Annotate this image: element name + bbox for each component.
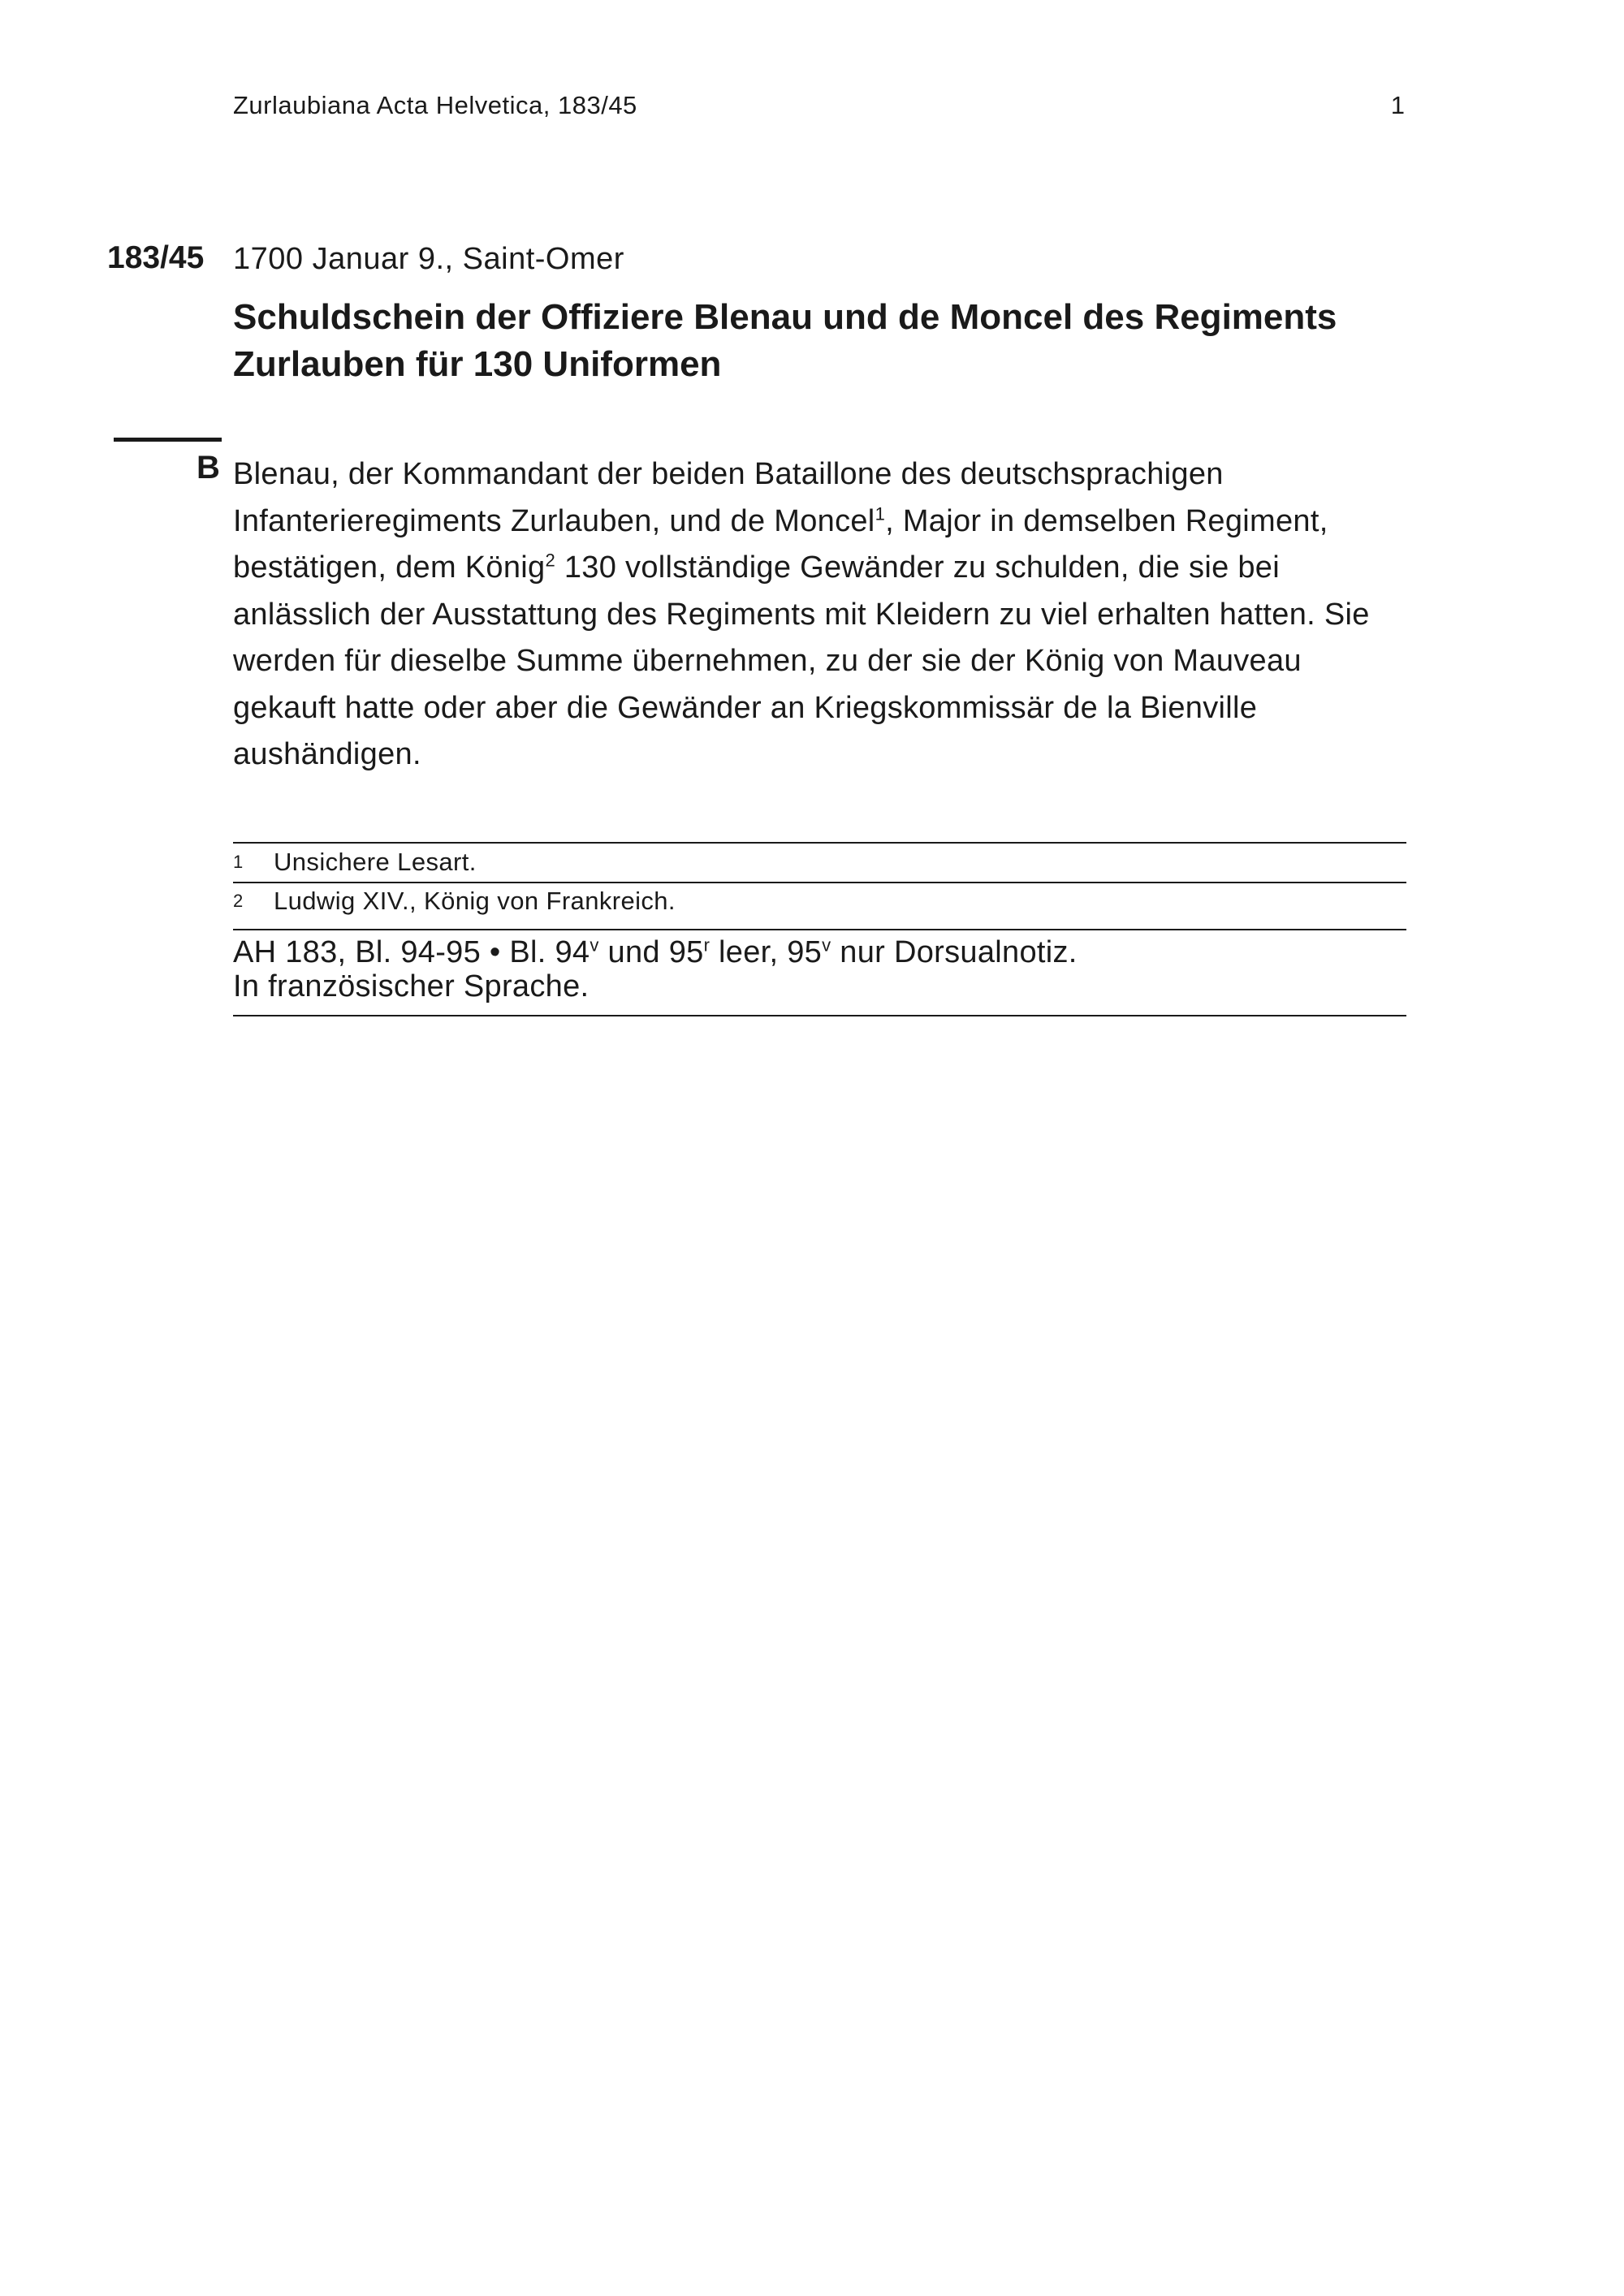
footnote-1 xyxy=(233,846,1406,878)
document-number: 183/45 xyxy=(107,240,205,275)
source-note xyxy=(233,935,1406,1003)
source-line-1 xyxy=(233,935,1406,969)
page-number: 1 xyxy=(1390,91,1405,119)
source-sup-b: r xyxy=(703,934,710,956)
source-text-b: und 95 xyxy=(598,935,704,969)
footnote-ref-2: 2 xyxy=(545,550,555,571)
footnote-mark: 1 xyxy=(233,852,244,872)
footnote-text: Unsichere Lesart. xyxy=(274,848,477,876)
summary-text-1: Blenau, der Kommandant der beiden Bataillone des deutschsprachigen Infanterieregiments Zurlauben, und de Moncel xyxy=(233,457,1224,538)
document-sigil: B xyxy=(197,450,220,486)
footnote-mark: 2 xyxy=(233,891,244,911)
footnote-rule-top xyxy=(233,842,1406,844)
summary-text-2: , Major in demselben Regiment, bestätigen, dem König xyxy=(233,503,1328,585)
source-text-a: AH 183, Bl. 94-95 • Bl. 94 xyxy=(233,935,590,969)
source-sup-a: v xyxy=(590,934,599,956)
footnote-ref-1: 1 xyxy=(875,503,886,524)
footnote-rule-middle xyxy=(233,882,1406,883)
document-title: Schuldschein der Offiziere Blenau und de Moncel des Regiments Zurlauben für 130 Uniformen xyxy=(233,297,1337,384)
source-text-d: nur Dorsualnotiz. xyxy=(831,935,1078,969)
margin-separator xyxy=(114,438,222,442)
source-rule-top xyxy=(233,929,1406,930)
footnote-text: Ludwig XIV., König von Frankreich. xyxy=(274,887,676,915)
source-rule-bottom xyxy=(233,1015,1406,1016)
document-summary xyxy=(233,451,1410,779)
document-date-place: 1700 Januar 9., Saint-Omer xyxy=(233,242,624,276)
running-title: Zurlaubiana Acta Helvetica, 183/45 xyxy=(233,91,637,119)
source-text-c: leer, 95 xyxy=(710,935,823,969)
footnote-2 xyxy=(233,885,1406,917)
source-sup-c: v xyxy=(822,934,831,956)
summary-text-3: 130 vollständige Gewänder zu schulden, die sie bei anlässlich der Ausstattung des Regiments mit Kleidern zu viel erhalten hatten. Sie werden für dieselbe Summe übernehmen, zu der sie der König von Mauveau gekauft hatte oder aber die Gewänder an Kriegskommissär de la Bienville aushändigen. xyxy=(233,550,1370,771)
source-line-2: In französischer Sprache. xyxy=(233,969,590,1003)
